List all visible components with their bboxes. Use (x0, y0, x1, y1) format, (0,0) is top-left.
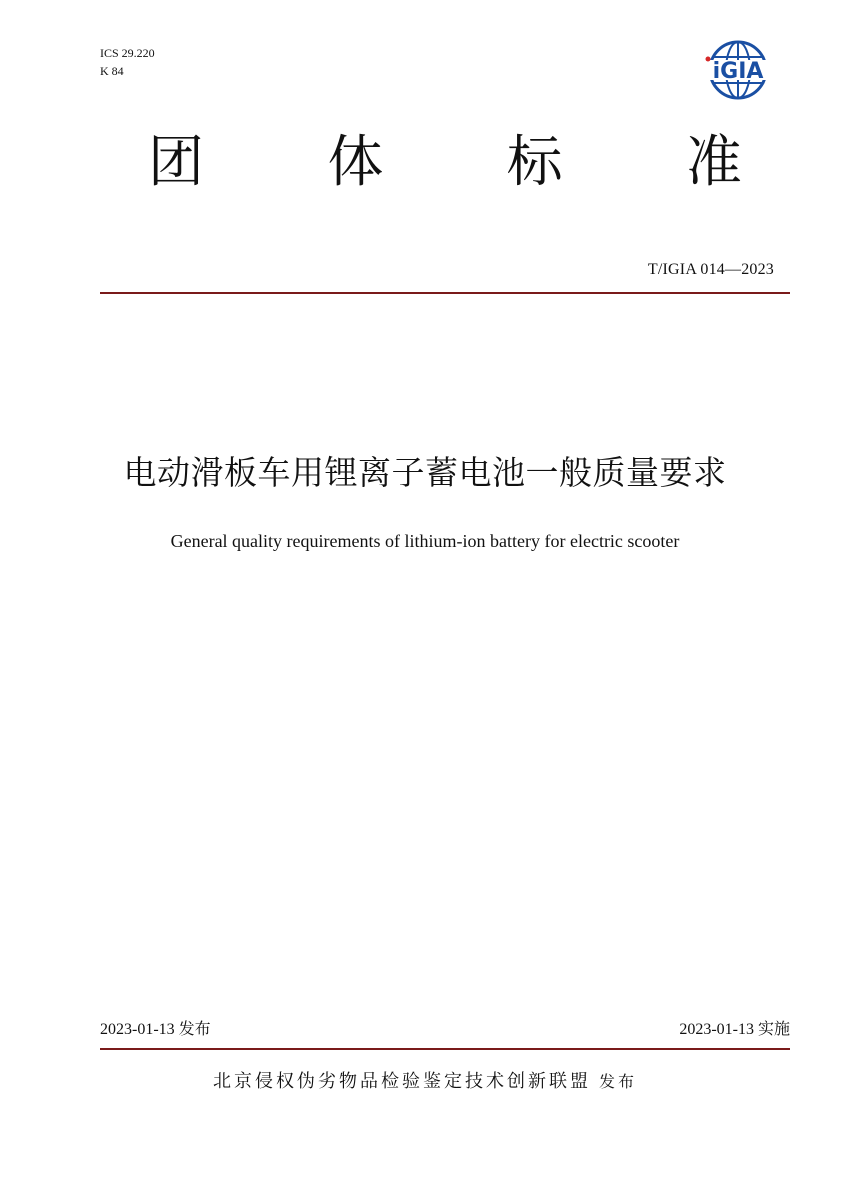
title-english: General quality requirements of lithium-ion battery for electric scooter (170, 531, 680, 551)
publish-date: 2023-01-13 发布 (100, 1021, 211, 1038)
ccs-code: K 84 (100, 64, 124, 78)
classification-codes (100, 44, 155, 80)
igia-logo (700, 39, 776, 101)
implement-date: 2023-01-13 实施 (679, 1021, 790, 1038)
category-char: 团 (148, 130, 204, 195)
category-char: 标 (506, 130, 563, 195)
standard-number: T/IGIA 014—2023 (647, 261, 774, 278)
logo-text: iGIA (712, 59, 764, 84)
publisher-name: 北京侵权伪劣物品检验鉴定技术创新联盟 (212, 1071, 591, 1092)
title-chinese: 电动滑板车用锂离子蓄电池一般质量要求 (123, 453, 727, 492)
category-char: 准 (685, 130, 742, 195)
ics-code: ICS 29.220 (100, 46, 155, 60)
globe-icon (700, 39, 776, 101)
category-char: 体 (327, 130, 384, 195)
bottom-divider (100, 1048, 790, 1050)
publisher-suffix: 发布 (598, 1072, 637, 1091)
publisher (0, 1067, 850, 1093)
top-divider (100, 292, 790, 294)
document-category (100, 128, 790, 198)
